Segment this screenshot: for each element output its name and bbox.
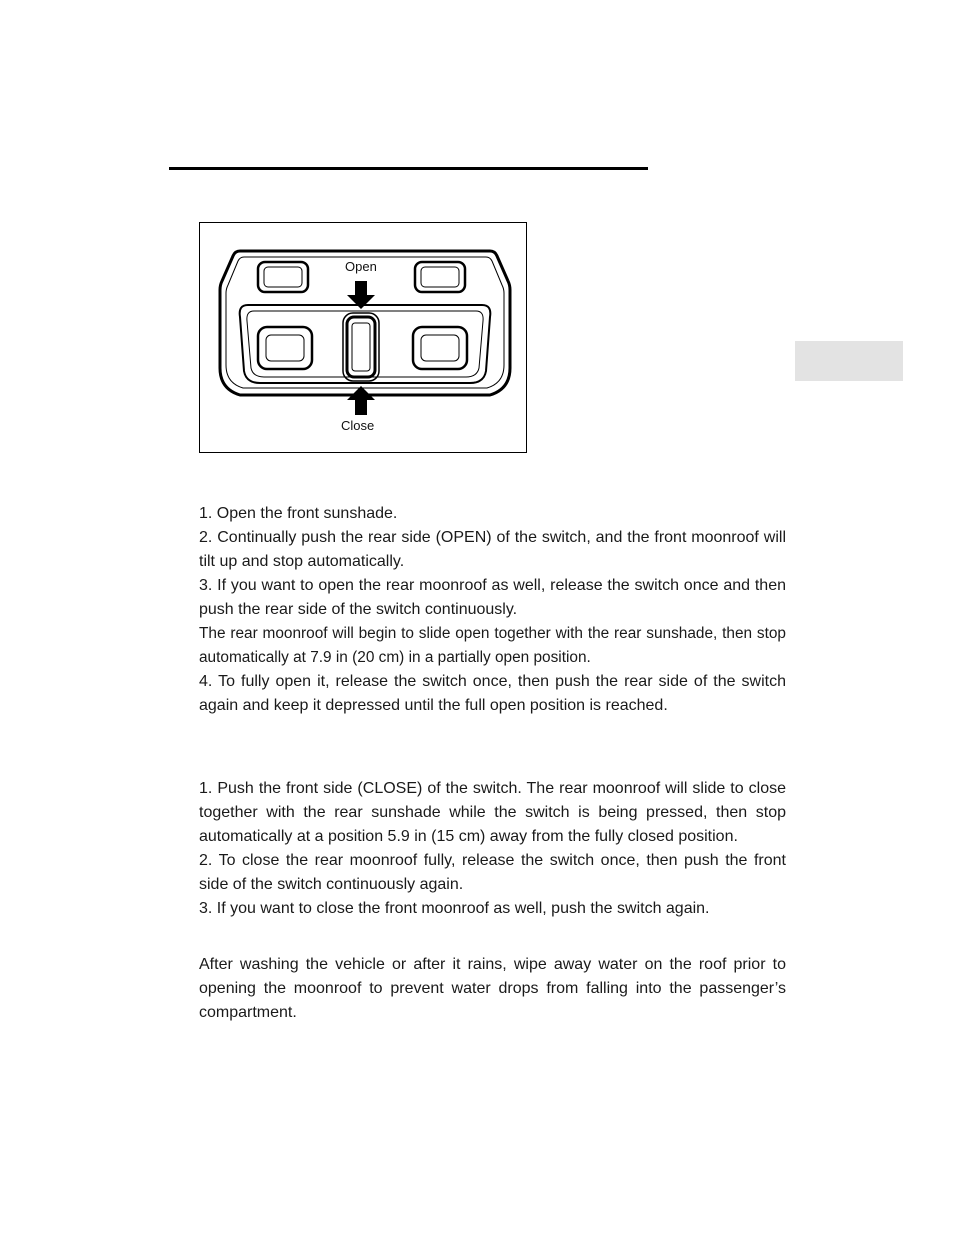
close-step: 1. Push the front side (CLOSE) of the switch. The rear moonroof will slide to close together with the rear sunshade while the switch is being pressed, then stop automatically at a position 5.9 in (15 cm) away from the fully closed position.: [199, 780, 786, 845]
open-label: Open: [345, 259, 377, 274]
close-label: Close: [341, 418, 375, 433]
open-step: 4. To fully open it, release the switch once, then push the rear side of the switch again and keep it depressed until the full open position is reached.: [199, 673, 786, 714]
header-rule: [169, 167, 648, 170]
close-step: 3. If you want to close the front moonroof as well, push the switch again.: [199, 900, 710, 917]
open-step: 1. Open the front sunshade.: [199, 505, 398, 522]
close-instructions: [199, 777, 786, 921]
moonroof-switch-figure: [199, 222, 527, 453]
open-step: 2. Continually push the rear side (OPEN) of the switch, and the front moonroof will tilt up and stop automatically.: [199, 529, 786, 570]
open-step-note: The rear moonroof will begin to slide open together with the rear sunshade, then stop automatically at 7.9 in (20 cm) in a partially open position.: [199, 625, 786, 666]
note-text: After washing the vehicle or after it rains, wipe away water on the roof prior to opening the moonroof to prevent water drops from falling into the passenger’s compartment.: [199, 956, 786, 1021]
open-instructions: [199, 502, 786, 718]
note-paragraph: [199, 953, 786, 1025]
section-tab: [795, 341, 903, 381]
open-step: 3. If you want to open the rear moonroof as well, release the switch once and then push the rear side of the switch continuously.: [199, 577, 786, 618]
close-step: 2. To close the rear moonroof fully, release the switch once, then push the front side of the switch continuously again.: [199, 852, 786, 893]
